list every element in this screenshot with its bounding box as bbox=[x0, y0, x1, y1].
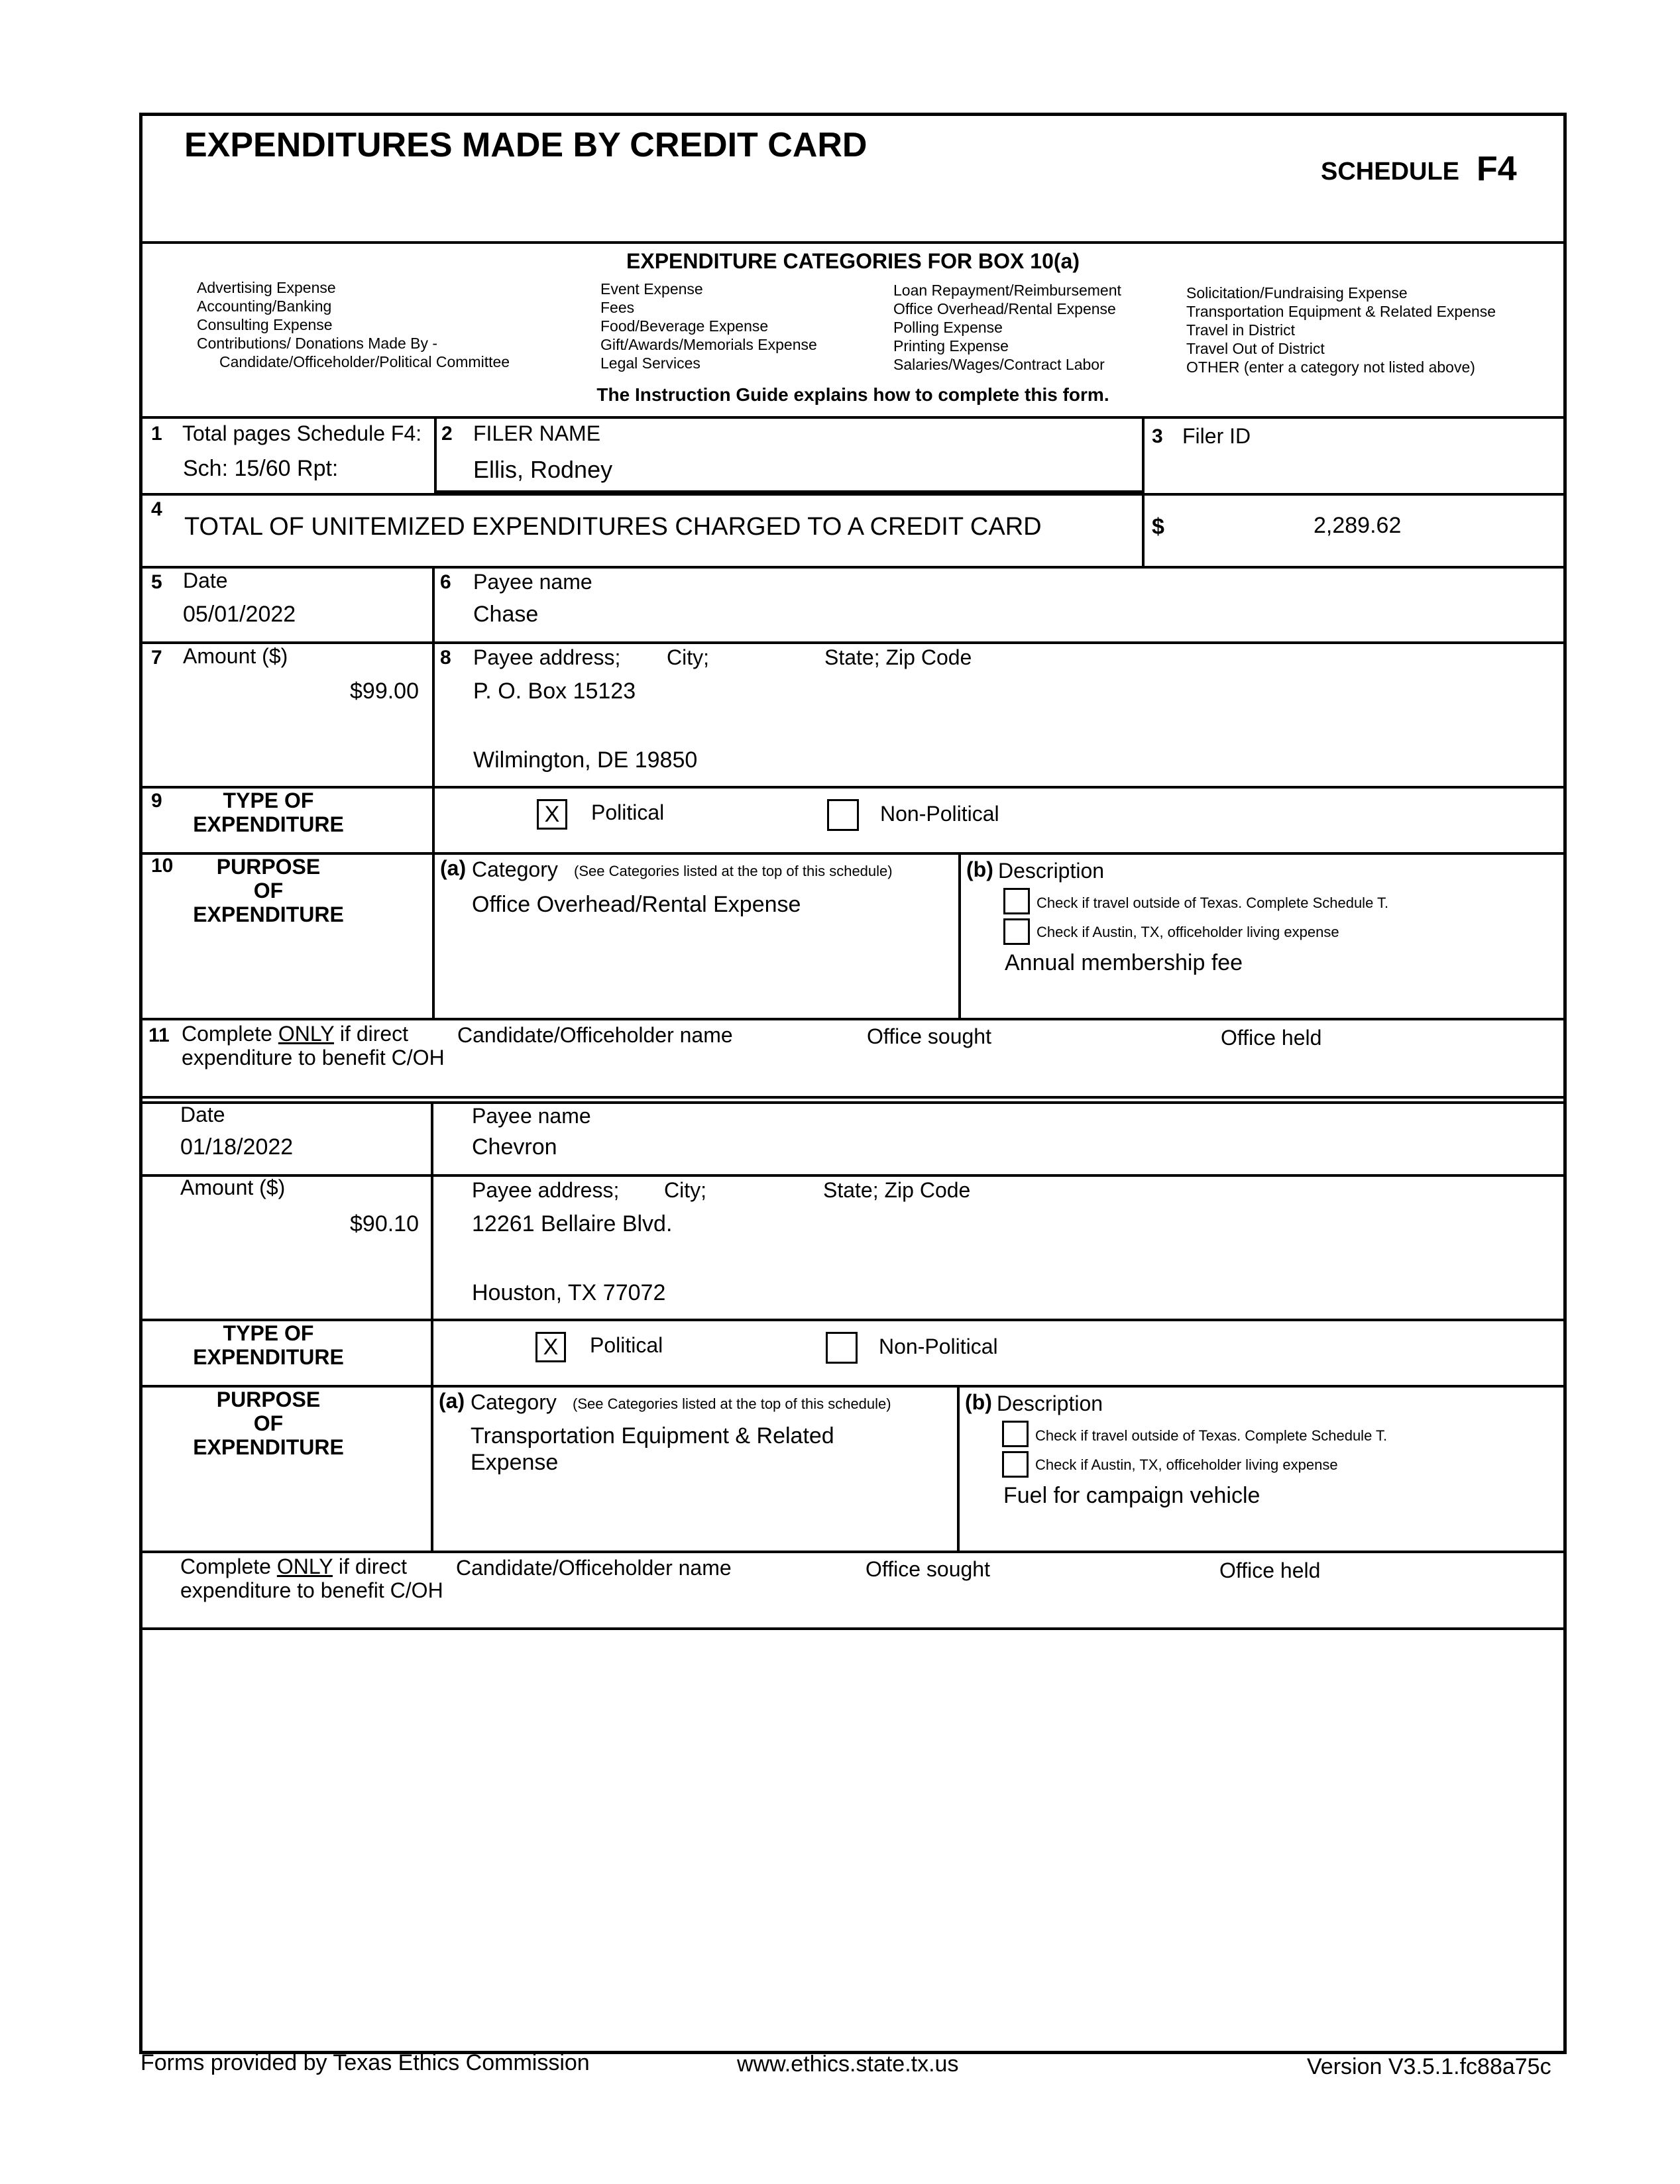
complete-only-note-line2: expenditure to benefit C/OH bbox=[180, 1578, 443, 1602]
political-label: Political bbox=[591, 800, 665, 824]
description-value: Fuel for campaign vehicle bbox=[1003, 1483, 1260, 1508]
filer-name-label: FILER NAME bbox=[473, 421, 601, 445]
note-text: Complete bbox=[180, 1555, 277, 1578]
political-checkbox[interactable] bbox=[535, 1332, 566, 1362]
col-divider bbox=[958, 853, 961, 1018]
state-zip-label: State; Zip Code bbox=[824, 645, 972, 669]
header-divider bbox=[139, 241, 1567, 244]
address-line2: Wilmington, DE 19850 bbox=[473, 747, 698, 773]
row-divider bbox=[139, 416, 1567, 419]
complete-only-note-line2: expenditure to benefit C/OH bbox=[182, 1046, 445, 1069]
austin-expense-checkbox[interactable] bbox=[1002, 1451, 1029, 1478]
category-item: Accounting/Banking bbox=[197, 298, 332, 315]
note-only: ONLY bbox=[276, 1555, 333, 1578]
amount-value: $90.10 bbox=[350, 1211, 419, 1236]
category-value: Office Overhead/Rental Expense bbox=[472, 892, 801, 917]
austin-expense-label: Check if Austin, TX, officeholder living expense bbox=[1036, 924, 1339, 940]
schedule-word: SCHEDULE bbox=[1321, 158, 1460, 186]
type-of-label: TYPE OF bbox=[223, 789, 314, 812]
expenditure-label: EXPENDITURE bbox=[193, 1345, 344, 1369]
description-label: Description bbox=[998, 859, 1105, 883]
date-label: Date bbox=[180, 1103, 225, 1126]
unitemized-total-value: 2,289.62 bbox=[1314, 513, 1402, 538]
date-value: 05/01/2022 bbox=[183, 602, 296, 627]
category-note: (See Categories listed at the top of this schedule) bbox=[574, 863, 893, 879]
category-label: Category bbox=[471, 1390, 557, 1414]
of-label: OF bbox=[253, 1411, 284, 1435]
payee-address-label: Payee address; bbox=[472, 1178, 620, 1202]
footer-provider: Forms provided by Texas Ethics Commission bbox=[140, 2050, 590, 2075]
total-pages-value: Sch: 15/60 Rpt: bbox=[183, 456, 339, 481]
description-value: Annual membership fee bbox=[1005, 950, 1243, 975]
complete-only-note bbox=[182, 1022, 408, 1046]
category-item: Polling Expense bbox=[893, 319, 1003, 336]
category-item: Office Overhead/Rental Expense bbox=[893, 300, 1116, 317]
unitemized-total-label: TOTAL OF UNITEMIZED EXPENDITURES CHARGED TO A CREDIT CARD bbox=[184, 513, 1042, 541]
category-item: Legal Services bbox=[600, 355, 700, 372]
of-label: OF bbox=[253, 879, 284, 902]
field-number: 6 bbox=[440, 571, 451, 593]
form-title: EXPENDITURES MADE BY CREDIT CARD bbox=[184, 126, 868, 164]
office-sought-label: Office sought bbox=[866, 1557, 990, 1581]
field-number: 9 bbox=[151, 790, 162, 812]
non-political-label: Non-Political bbox=[879, 1335, 998, 1358]
category-item: Printing Expense bbox=[893, 337, 1009, 355]
payee-name-label: Payee name bbox=[473, 570, 592, 594]
category-item: Contributions/ Donations Made By - bbox=[197, 335, 438, 352]
field-number: 11 bbox=[148, 1024, 170, 1046]
col-divider bbox=[957, 1386, 960, 1551]
state-zip-label: State; Zip Code bbox=[823, 1178, 971, 1202]
candidate-name-label: Candidate/Officeholder name bbox=[456, 1556, 732, 1580]
non-political-checkbox[interactable] bbox=[827, 799, 859, 831]
amount-label: Amount ($) bbox=[180, 1175, 286, 1199]
category-item: Advertising Expense bbox=[197, 279, 336, 296]
currency-symbol: $ bbox=[1152, 514, 1164, 539]
footer-version: Version V3.5.1.fc88a75c bbox=[1307, 2054, 1551, 2079]
payee-address-label: Payee address; bbox=[473, 645, 621, 669]
category-item: OTHER (enter a category not listed above) bbox=[1186, 358, 1475, 376]
filer-name-value: Ellis, Rodney bbox=[473, 456, 613, 483]
row-divider bbox=[139, 641, 1567, 644]
address-line2: Houston, TX 77072 bbox=[472, 1280, 666, 1305]
expenditure-label: EXPENDITURE bbox=[193, 1435, 344, 1459]
check-mark: X bbox=[543, 1335, 559, 1360]
category-value-line2: Expense bbox=[471, 1450, 559, 1475]
row-divider bbox=[139, 1174, 1567, 1177]
expenditure-label: EXPENDITURE bbox=[193, 812, 344, 836]
category-item: Transportation Equipment & Related Expense bbox=[1186, 303, 1496, 320]
category-item: Gift/Awards/Memorials Expense bbox=[600, 336, 817, 353]
categories-heading: EXPENDITURE CATEGORIES FOR BOX 10(a) bbox=[626, 249, 1080, 273]
check-mark: X bbox=[544, 802, 560, 827]
filer-id-label: Filer ID bbox=[1182, 424, 1251, 448]
field-number: 2 bbox=[441, 423, 453, 445]
amount-label: Amount ($) bbox=[183, 644, 288, 668]
row-divider bbox=[139, 1551, 1567, 1553]
schedule-code: F4 bbox=[1477, 150, 1517, 188]
address-line1: P. O. Box 15123 bbox=[473, 679, 636, 704]
note-only: ONLY bbox=[278, 1022, 335, 1046]
category-marker: (a) bbox=[439, 1389, 465, 1413]
office-held-label: Office held bbox=[1219, 1558, 1321, 1582]
note-text: if direct bbox=[333, 1555, 408, 1578]
categories-col1 bbox=[197, 278, 510, 371]
categories-col4 bbox=[1186, 284, 1496, 376]
category-value: Transportation Equipment & Related bbox=[471, 1423, 834, 1448]
categories-col2 bbox=[600, 280, 817, 372]
payee-name-value: Chase bbox=[473, 602, 539, 627]
non-political-checkbox[interactable] bbox=[826, 1332, 858, 1364]
footer-url[interactable]: www.ethics.state.tx.us bbox=[737, 2051, 959, 2077]
category-item: Consulting Expense bbox=[197, 316, 333, 333]
row-divider bbox=[139, 566, 1567, 569]
instruction-note: The Instruction Guide explains how to complete this form. bbox=[596, 384, 1109, 405]
payee-name-value: Chevron bbox=[472, 1134, 557, 1160]
travel-outside-label: Check if travel outside of Texas. Complete Schedule T. bbox=[1035, 1427, 1388, 1444]
row-divider bbox=[139, 493, 1567, 496]
candidate-name-label: Candidate/Officeholder name bbox=[457, 1023, 733, 1047]
expenditure-label: EXPENDITURE bbox=[193, 902, 344, 926]
row-divider bbox=[139, 1627, 1567, 1630]
travel-outside-checkbox[interactable] bbox=[1003, 888, 1030, 914]
amount-value: $99.00 bbox=[350, 679, 419, 704]
field-number: 3 bbox=[1152, 425, 1163, 447]
political-label: Political bbox=[590, 1333, 663, 1357]
field-number: 10 bbox=[151, 855, 174, 877]
categories-col3 bbox=[893, 281, 1121, 374]
city-label: City; bbox=[664, 1178, 706, 1202]
travel-outside-checkbox[interactable] bbox=[1002, 1421, 1029, 1447]
category-item: Fees bbox=[600, 299, 635, 316]
description-label: Description bbox=[997, 1392, 1103, 1415]
city-label: City; bbox=[667, 645, 709, 669]
field-number: 8 bbox=[440, 647, 451, 669]
office-held-label: Office held bbox=[1221, 1026, 1322, 1050]
col-divider bbox=[432, 567, 435, 1018]
address-line1: 12261 Bellaire Blvd. bbox=[472, 1211, 673, 1236]
date-value: 01/18/2022 bbox=[180, 1134, 294, 1160]
category-item: Loan Repayment/Reimbursement bbox=[893, 282, 1121, 299]
category-item: Event Expense bbox=[600, 280, 703, 298]
political-checkbox[interactable] bbox=[537, 799, 567, 830]
note-text: if direct bbox=[334, 1022, 409, 1046]
description-marker: (b) bbox=[965, 1390, 992, 1414]
category-note: (See Categories listed at the top of this schedule) bbox=[573, 1395, 891, 1412]
non-political-label: Non-Political bbox=[880, 802, 999, 826]
row-divider bbox=[139, 1018, 1567, 1020]
row-divider bbox=[139, 1096, 1567, 1099]
col-divider bbox=[431, 1103, 433, 1551]
category-item: Food/Beverage Expense bbox=[600, 317, 769, 335]
col-divider bbox=[1142, 417, 1145, 567]
category-item: Solicitation/Fundraising Expense bbox=[1186, 284, 1408, 301]
complete-only-note bbox=[180, 1555, 407, 1579]
col-divider bbox=[434, 417, 437, 492]
field-number: 4 bbox=[151, 498, 162, 520]
field-number: 5 bbox=[151, 571, 162, 593]
category-item: Travel Out of District bbox=[1186, 340, 1325, 357]
category-label: Category bbox=[472, 857, 558, 881]
austin-expense-label: Check if Austin, TX, officeholder living expense bbox=[1035, 1456, 1338, 1473]
payee-name-label: Payee name bbox=[472, 1104, 591, 1128]
note-text: Complete bbox=[182, 1022, 278, 1046]
row-divider bbox=[139, 1101, 1567, 1104]
field-number: 7 bbox=[151, 647, 162, 669]
purpose-label: PURPOSE bbox=[216, 1388, 321, 1411]
field-number: 1 bbox=[151, 423, 162, 445]
total-pages-label: Total pages Schedule F4: bbox=[182, 421, 422, 445]
date-label: Date bbox=[183, 569, 228, 592]
category-item: Salaries/Wages/Contract Labor bbox=[893, 356, 1105, 373]
description-marker: (b) bbox=[966, 857, 993, 881]
type-of-label: TYPE OF bbox=[223, 1321, 314, 1345]
purpose-label: PURPOSE bbox=[216, 855, 321, 879]
travel-outside-label: Check if travel outside of Texas. Complete Schedule T. bbox=[1036, 895, 1389, 911]
austin-expense-checkbox[interactable] bbox=[1003, 918, 1030, 945]
office-sought-label: Office sought bbox=[867, 1024, 991, 1048]
category-item: Travel in District bbox=[1186, 321, 1295, 339]
category-item: Candidate/Officeholder/Political Committee bbox=[219, 353, 510, 370]
category-marker: (a) bbox=[440, 856, 467, 880]
